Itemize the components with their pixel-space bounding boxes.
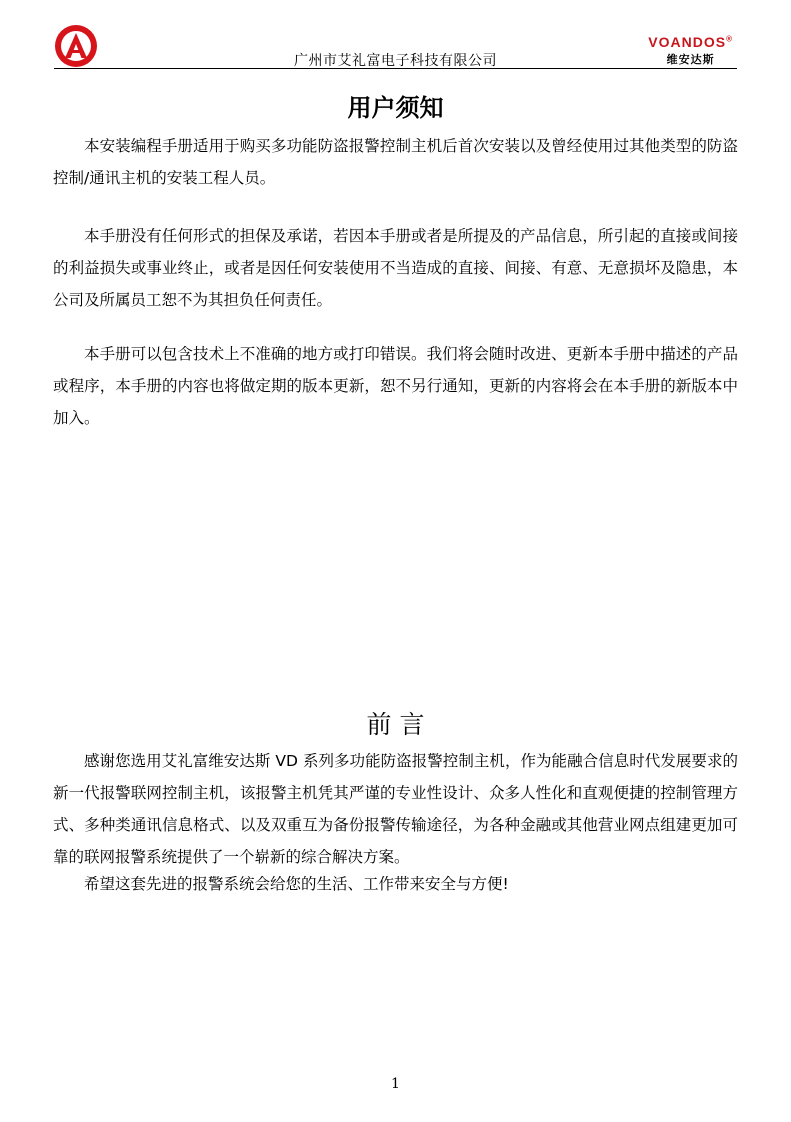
preface-paragraph-1: 感谢您选用艾礼富维安达斯 VD 系列多功能防盗报警控制主机，作为能融合信息时代发展要求的新一代报警联网控制主机，该报警主机凭其严谨的专业性设计、众多人性化和直观便捷的控制管理方式、多种类通讯信息格式、以及双重互为备份报警传输途径，为各种金融或其他营业网点组建更加可靠的联网报警系统提供了一个崭新的综合解决方案。	[53, 752, 738, 866]
preface-title: 前 言	[366, 710, 425, 739]
notice-paragraph-3: 本手册可以包含技术上不准确的地方或打印错误。我们将会随时改进、更新本手册中描述的产品或程序，本手册的内容也将做定期的版本更新，恕不另行通知，更新的内容将会在本手册的新版本中加入。	[53, 345, 738, 427]
preface-paragraph-2: 希望这套先进的报警系统会给您的生活、工作带来安全与方便!	[84, 875, 509, 893]
notice-paragraph-2: 本手册没有任何形式的担保及承诺，若因本手册或者是所提及的产品信息，所引起的直接或间接的利益损失或事业终止，或者是因任何安装使用不当造成的直接、间接、有意、无意损坏及隐患，本公司及所属员工恕不为其担负任何责任。	[53, 227, 738, 309]
notice-paragraph-1: 本安装编程手册适用于购买多功能防盗报警控制主机后首次安装以及曾经使用过其他类型的防盗控制/通讯主机的安装工程人员。	[53, 137, 738, 187]
brand-name-en: VOANDOS®	[648, 34, 733, 50]
brand-name-cn: 维安达斯	[666, 53, 715, 66]
notice-title: 用户须知	[347, 94, 444, 122]
company-name: 广州市艾礼富电子科技有限公司	[294, 53, 497, 69]
page-number: 1	[391, 1076, 400, 1092]
header-divider	[54, 68, 737, 69]
brand-logo	[648, 34, 733, 67]
